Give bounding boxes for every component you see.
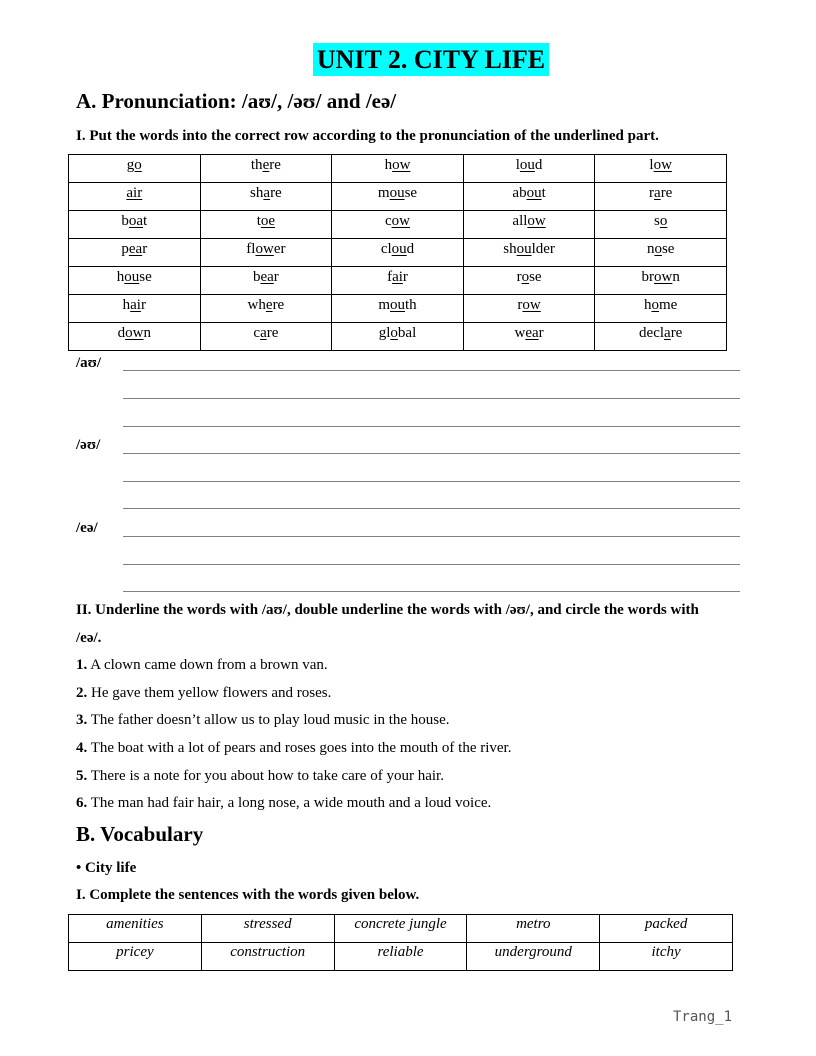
word-part: d: [406, 241, 415, 257]
word-cell: [200, 267, 332, 295]
word-cell: [332, 239, 464, 267]
word-part: h: [644, 297, 652, 313]
word-cell: [595, 155, 727, 183]
underlined-letters: ow: [522, 297, 541, 313]
vocab-cell: [201, 943, 334, 971]
vocab-cell: [69, 943, 202, 971]
word: [639, 323, 682, 342]
word: [516, 155, 543, 174]
answer-line[interactable]: [123, 398, 740, 399]
vocab-word: pricey: [116, 944, 154, 960]
underlined-letters: ow: [255, 241, 274, 257]
word-part: w: [514, 325, 526, 341]
word-table-row: [69, 267, 727, 295]
word-part: ab: [512, 185, 527, 201]
word: [378, 295, 416, 314]
word: [654, 211, 667, 230]
word: [385, 155, 411, 174]
underlined-letters: o: [390, 325, 398, 341]
word-part: re: [269, 157, 281, 173]
word: [126, 183, 142, 202]
word: [127, 155, 142, 174]
vocab-cell: [69, 915, 202, 943]
sentence-text: The man had fair hair, a long nose, a wide mouth and a loud voice.: [90, 795, 492, 811]
vocab-word: underground: [494, 944, 572, 960]
word: [379, 323, 417, 342]
vocabulary-word-box: [68, 914, 733, 971]
word-part: se: [139, 269, 152, 285]
word-cell: [332, 183, 464, 211]
word-part: h: [122, 297, 131, 313]
word-part: re: [270, 185, 282, 201]
sentence-item: [76, 740, 511, 757]
word-part: re: [660, 185, 673, 201]
word: [378, 183, 417, 202]
word: [644, 295, 677, 314]
word-part: decl: [639, 325, 665, 341]
word: [257, 211, 275, 230]
word-cell: [463, 183, 595, 211]
underlined-letters: ou: [389, 297, 405, 313]
section-a-heading: A. Pronunciation: /aʊ/, /əʊ/ and /eə/: [76, 89, 397, 113]
word: [253, 267, 279, 286]
word-part: l: [515, 157, 520, 173]
sentence-number: 4.: [76, 740, 88, 756]
word: [253, 323, 278, 342]
answer-line[interactable]: [123, 453, 740, 454]
vocab-cell: [334, 915, 467, 943]
sentence-text: There is a note for you about how to take care of your hair.: [90, 768, 444, 784]
word-part: sh: [250, 185, 264, 201]
exercise-2-instruction: II. Underline the words with /aʊ/, double underline the words with /əʊ/, and circle the words with: [76, 602, 699, 618]
underlined-letters: go: [126, 157, 142, 173]
pronunciation-word-table: [68, 154, 727, 351]
exercise-2-instruction-cont: /eə/.: [76, 630, 102, 646]
sentence-number: 6.: [76, 795, 88, 811]
vocab-word: stressed: [243, 916, 292, 932]
word-part: gl: [378, 325, 391, 341]
word-cell: [200, 183, 332, 211]
word-part: r: [649, 185, 655, 201]
vocab-word: itchy: [651, 944, 681, 960]
underlined-letters: ai: [130, 297, 141, 313]
underlined-letters: a: [260, 325, 267, 341]
word: [649, 183, 672, 202]
word-cell: [332, 323, 464, 351]
answer-line[interactable]: [123, 426, 740, 427]
word-table-row: [69, 183, 727, 211]
vocab-word: amenities: [106, 916, 164, 932]
word-cell: [69, 239, 201, 267]
word-part: m: [378, 297, 390, 313]
word-cell: [463, 239, 595, 267]
answer-line[interactable]: [123, 508, 740, 509]
vocab-word: concrete jungle: [354, 916, 447, 932]
word-part: n: [672, 269, 680, 285]
sound-label-au: /aʊ/: [76, 355, 102, 371]
word-part: fl: [246, 241, 256, 257]
word-part: s: [654, 213, 660, 229]
vocab-cell: [600, 943, 733, 971]
word-part: r: [517, 297, 523, 313]
underlined-letters: ow: [392, 157, 411, 173]
underlined-letters: ou: [389, 185, 405, 201]
sentence-text: The father doesn’t allow us to play loud music in the house.: [90, 712, 450, 728]
vocab-instruction: I. Complete the sentences with the words given below.: [76, 887, 420, 903]
sentence-number: 5.: [76, 768, 88, 784]
sound-label-ou: /əʊ/: [76, 437, 101, 453]
word: [647, 239, 675, 258]
word-part: f: [387, 269, 393, 285]
word-part: wh: [247, 297, 266, 313]
word-part: br: [641, 269, 655, 285]
word: [649, 155, 672, 174]
exercise-1-instruction: I. Put the words into the correct row according to the pronunciation of the underlined part.: [76, 128, 659, 144]
underlined-letters: o: [521, 269, 530, 285]
underlined-letters: e: [262, 157, 270, 173]
vocab-cell: [334, 943, 467, 971]
vocab-word: packed: [644, 916, 688, 932]
word-part: t: [143, 213, 148, 229]
word: [517, 295, 540, 314]
word: [512, 183, 545, 202]
answer-line[interactable]: [123, 564, 740, 565]
sentence-text: A clown came down from a brown van.: [90, 657, 328, 673]
underlined-letters: ow: [125, 325, 144, 341]
underlined-letters: ou: [526, 185, 542, 201]
word-cell: [332, 155, 464, 183]
word-cell: [463, 295, 595, 323]
vocab-row: [69, 915, 733, 943]
sentence-number: 1.: [76, 657, 88, 673]
answer-line[interactable]: [123, 591, 740, 592]
word-cell: [595, 323, 727, 351]
underlined-letters: o: [659, 213, 668, 229]
word: [387, 267, 408, 286]
word: [250, 183, 282, 202]
word-cell: [69, 155, 201, 183]
word-part: n: [143, 325, 151, 341]
word-part: sh: [503, 241, 517, 257]
section-b-heading: B. Vocabulary: [76, 822, 204, 846]
word-part: re: [670, 325, 683, 341]
vocab-cell: [201, 915, 334, 943]
underlined-letters: ow: [653, 157, 672, 173]
word-part: se: [661, 241, 675, 257]
word: [248, 295, 285, 314]
word: [121, 239, 147, 258]
word-cell: [463, 267, 595, 295]
word-cell: [332, 267, 464, 295]
underlined-letters: e: [265, 297, 273, 313]
word-cell: [332, 295, 464, 323]
underlined-letters: ow: [527, 213, 546, 229]
word: [251, 155, 281, 174]
word-cell: [463, 211, 595, 239]
underlined-letters: o: [654, 241, 662, 257]
sentence-number: 2.: [76, 685, 88, 701]
underlined-letters: ou: [516, 241, 532, 257]
word: [503, 239, 555, 258]
word-cell: [595, 183, 727, 211]
word-cell: [200, 211, 332, 239]
word-cell: [200, 155, 332, 183]
underlined-letters: ou: [519, 157, 535, 173]
vocab-word: construction: [230, 944, 306, 960]
word-part: r: [142, 241, 148, 257]
word: [512, 211, 545, 230]
word-part: l: [649, 157, 654, 173]
vocab-cell: [467, 915, 600, 943]
sentence-item: [76, 685, 331, 702]
underlined-letters: air: [126, 185, 143, 201]
word-part: se: [529, 269, 542, 285]
word-table-row: [69, 211, 727, 239]
vocab-word: reliable: [377, 944, 424, 960]
word-part: t: [541, 185, 546, 201]
underlined-letters: o: [651, 297, 660, 313]
sentence-item: [76, 795, 491, 812]
word-part: th: [250, 157, 263, 173]
word-cell: [69, 267, 201, 295]
answer-line[interactable]: [123, 370, 740, 371]
sentence-item: [76, 712, 450, 729]
word-part: h: [116, 269, 125, 285]
underlined-letters: ai: [392, 269, 403, 285]
word-part: r: [273, 269, 279, 285]
sentence-number: 3.: [76, 712, 88, 728]
word: [121, 211, 147, 230]
word-part: b: [121, 213, 129, 229]
word-part: lder: [531, 241, 555, 257]
word-cell: [69, 323, 201, 351]
word-part: r: [402, 269, 408, 285]
word-cell: [69, 211, 201, 239]
answer-line[interactable]: [123, 481, 740, 482]
word-part: d: [534, 157, 543, 173]
word-cell: [200, 295, 332, 323]
word: [117, 267, 152, 286]
underlined-letters: a: [664, 325, 671, 341]
underlined-letters: ea: [260, 269, 274, 285]
word: [514, 323, 543, 342]
underlined-letters: ow: [654, 269, 673, 285]
word-part: re: [272, 297, 285, 313]
page-number: Trang_1: [673, 1009, 733, 1025]
word-part: bal: [397, 325, 417, 341]
underlined-letters: a: [263, 185, 271, 201]
word: [246, 239, 285, 258]
word: [385, 211, 410, 230]
word-cell: [200, 323, 332, 351]
vocab-cell: [600, 915, 733, 943]
word-part: h: [384, 157, 393, 173]
underlined-letters: ea: [128, 241, 143, 257]
underlined-letters: oe: [260, 213, 276, 229]
word-part: er: [273, 241, 286, 257]
underlined-letters: a: [654, 185, 661, 201]
word: [517, 267, 542, 286]
vocab-word: metro: [516, 916, 551, 932]
word-cell: [595, 295, 727, 323]
topic-bullet: • City life: [76, 860, 137, 876]
word-part: all: [512, 213, 528, 229]
word-part: r: [538, 325, 544, 341]
word: [642, 267, 680, 286]
word-part: d: [117, 325, 126, 341]
word-part: cl: [380, 241, 392, 257]
word-cell: [463, 323, 595, 351]
word-cell: [69, 295, 201, 323]
word-part: c: [384, 213, 392, 229]
vocab-row: [69, 943, 733, 971]
word-cell: [69, 183, 201, 211]
word-table-row: [69, 323, 727, 351]
word-part: re: [266, 325, 279, 341]
word-part: r: [140, 297, 146, 313]
sentence-item: [76, 657, 328, 674]
word-part: c: [253, 325, 261, 341]
word-cell: [595, 267, 727, 295]
sentence-text: He gave them yellow flowers and roses.: [91, 685, 332, 701]
word-part: r: [516, 269, 522, 285]
sentence-item: [76, 768, 444, 785]
word-part: b: [252, 269, 261, 285]
underlined-letters: ow: [391, 213, 410, 229]
word-table-row: [69, 155, 727, 183]
word-cell: [595, 239, 727, 267]
page-title: UNIT 2. CITY LIFE: [313, 43, 549, 76]
word-cell: [200, 239, 332, 267]
word-part: th: [404, 297, 417, 313]
word-part: n: [646, 241, 655, 257]
word-table-row: [69, 295, 727, 323]
word-part: se: [404, 185, 418, 201]
sound-label-ea: /eə/: [76, 520, 98, 536]
word-part: p: [121, 241, 129, 257]
answer-line[interactable]: [123, 536, 740, 537]
word-cell: [332, 211, 464, 239]
word: [123, 295, 146, 314]
word-cell: [463, 155, 595, 183]
underlined-letters: ou: [124, 269, 140, 285]
word-cell: [595, 211, 727, 239]
word-part: t: [256, 213, 261, 229]
word-table-row: [69, 239, 727, 267]
underlined-letters: ou: [391, 241, 407, 257]
sentence-text: The boat with a lot of pears and roses goes into the mouth of the river.: [90, 740, 512, 756]
word: [381, 239, 414, 258]
underlined-letters: oa: [128, 213, 144, 229]
vocab-cell: [467, 943, 600, 971]
word-part: me: [659, 297, 678, 313]
underlined-letters: ea: [525, 325, 539, 341]
word: [118, 323, 151, 342]
word-part: m: [377, 185, 390, 201]
